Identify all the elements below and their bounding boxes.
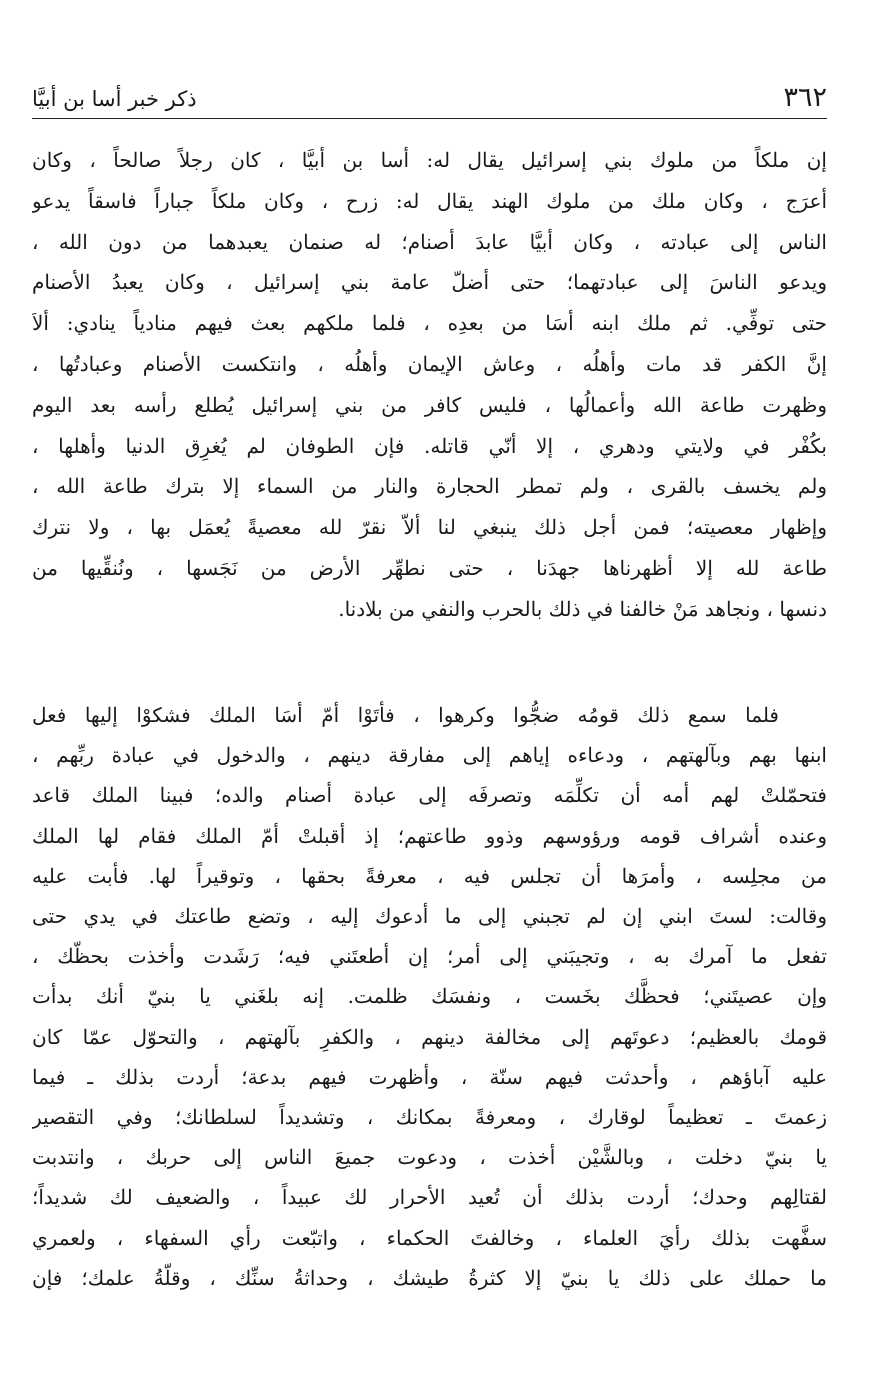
text-line: إن ملكاً من ملوك بني إسرائيل يقال له: أسا بن أبيَّا ، كان رجلاً صالحاً ، وكان [32,148,827,172]
text-line: الناس إلى عبادته ، وكان أبيَّا عابدَ أصنام؛ له صنمان يعبدهما من دون الله ، [32,229,827,254]
text-line: وعنده أشراف قومه ورؤوسهم وذوو طاعتهم؛ إذ أقبلتْ أمّ الملك فقام لها الملك [32,823,827,848]
text-line: ابنها بهم وبآلهتهم ، ودعاءه إياهم إلى مفارقة دينهم ، والدخول في عبادة ربِّهم ، [32,743,827,768]
paragraph-1 [32,140,827,630]
text-line: فلما سمع ذلك قومُه ضجُّوا وكرهوا ، فأتَوْا أمّ أسَا الملك فشكوْا إليها فعل [32,703,779,727]
text-line: بكُفْر في ولايتي ودهري ، إلا أنّي قاتله. فإن الطوفان لم يُغرِق الدنيا وأهلها ، [32,433,827,458]
text-line: أعرَج ، وكان ملك من ملوك الهند يقال له: زرح ، وكان ملكاً جباراً فاسقاً يدعو [32,188,827,213]
text-line: إنَّ الكفر قد مات وأهلُه ، وعاش الإيمان وأهلُه ، وانتكست الأصنام وعبادتُها ، [32,351,827,376]
text-line: طاعة لله إلا أظهرناها جهدَنا ، حتى نطهِّر الأرض من نَجَسها ، ونُنقِّيها من [32,555,827,580]
text-line: قومك بالعظيم؛ دعوتَهم إلى مخالفة دينهم ، والكفرِ بآلهتهم ، والتحوّل عمّا كان [32,1024,827,1049]
text-line: تفعل ما آمرك به ، وتجيبَني إلى أمر؛ إن أطعتَني فيه؛ رَشَدت وأخذت بحظّك ، [32,944,827,969]
text-line: زعمتَ ـ تعظيماً لوقارك ، ومعرفةً بمكانك ، وتشديداً لسلطانك؛ وفي التقصير [32,1105,827,1130]
page-header [32,78,827,119]
text-line: لقتالِهم وحدك؛ أردت بذلك أن تُعيد الأحرار لك عبيداً ، والضعيف لك شديداً؛ [32,1185,827,1210]
text-line: عليه آباؤهم ، وأحدثت فيهم سنّة ، وأظهرت فيهم بدعة؛ أردت بذلك ـ فيما [32,1064,827,1089]
text-line: دنسها ، ونجاهد مَنْ خالفنا في ذلك بالحرب والنفي من بلادنا. [338,596,827,621]
text-line: ولم يخسف بالقرى ، ولم تمطر الحجارة والنار من السماء إلا بترك طاعة الله ، [32,474,827,499]
text-line: وقالت: لستَ ابني إن لم تجبني إلى ما أدعوك إليه ، وتضع طاعتك في يدي حتى [32,904,827,929]
text-line: فتحمّلتْ لهم أمه أن تكلِّمَه وتصرفَه إلى عبادة أصنام والده؛ فبينا الملك قاعد [32,783,827,808]
text-line: سفَّهت بذلك رأيَ العلماء ، وخالفتَ الحكماء ، واتبّعت رأي السفهاء ، ولعمري [32,1225,827,1250]
page-number: ٣٦٢ [783,82,827,113]
text-line: وإن عصيتَني؛ فحظَّك بخَست ، ونفسَك ظلمت. إنه بلغَني يا بنيّ أنك بدأت [32,984,827,1009]
paragraph-2 [32,695,827,1298]
running-title: ذكر خبر أسا بن أبيَّا [32,87,197,111]
text-line: ما حملك على ذلك يا بنيّ إلا كثرةُ طيشك ، وحداثةُ سنِّك ، وقلّةُ علمك؛ فإن [32,1265,827,1290]
text-line: ويدعو الناسَ إلى عبادتهما؛ حتى أضلّ عامة بني إسرائيل ، وكان يعبدُ الأصنام [32,270,827,295]
text-line: وإظهار معصيته؛ فمن أجل ذلك ينبغي لنا ألاّ نقرّ لله معصيةً يُعمَل بها ، ولا نترك [32,515,827,540]
text-line: من مجلِسه ، وأمرَها أن تجلس فيه ، معرفةً بحقها ، وتوقيراً لها. فأبت عليه [32,863,827,888]
text-line: حتى توفِّي. ثم ملك ابنه أسَا من بعدِه ، فلما ملكهم بعث فيهم منادياً ينادي: ألاَ [32,311,827,336]
text-line: وظهرت طاعة الله وأعمالُها ، فليس كافر من بني إسرائيل يُطلع رأسه بعد اليوم [32,392,827,417]
text-line: يا بنيّ دخلت ، وبالشَّيْن أخذت ، ودعوت جميعَ الناس إلى حربك ، وانتدبت [32,1145,827,1170]
